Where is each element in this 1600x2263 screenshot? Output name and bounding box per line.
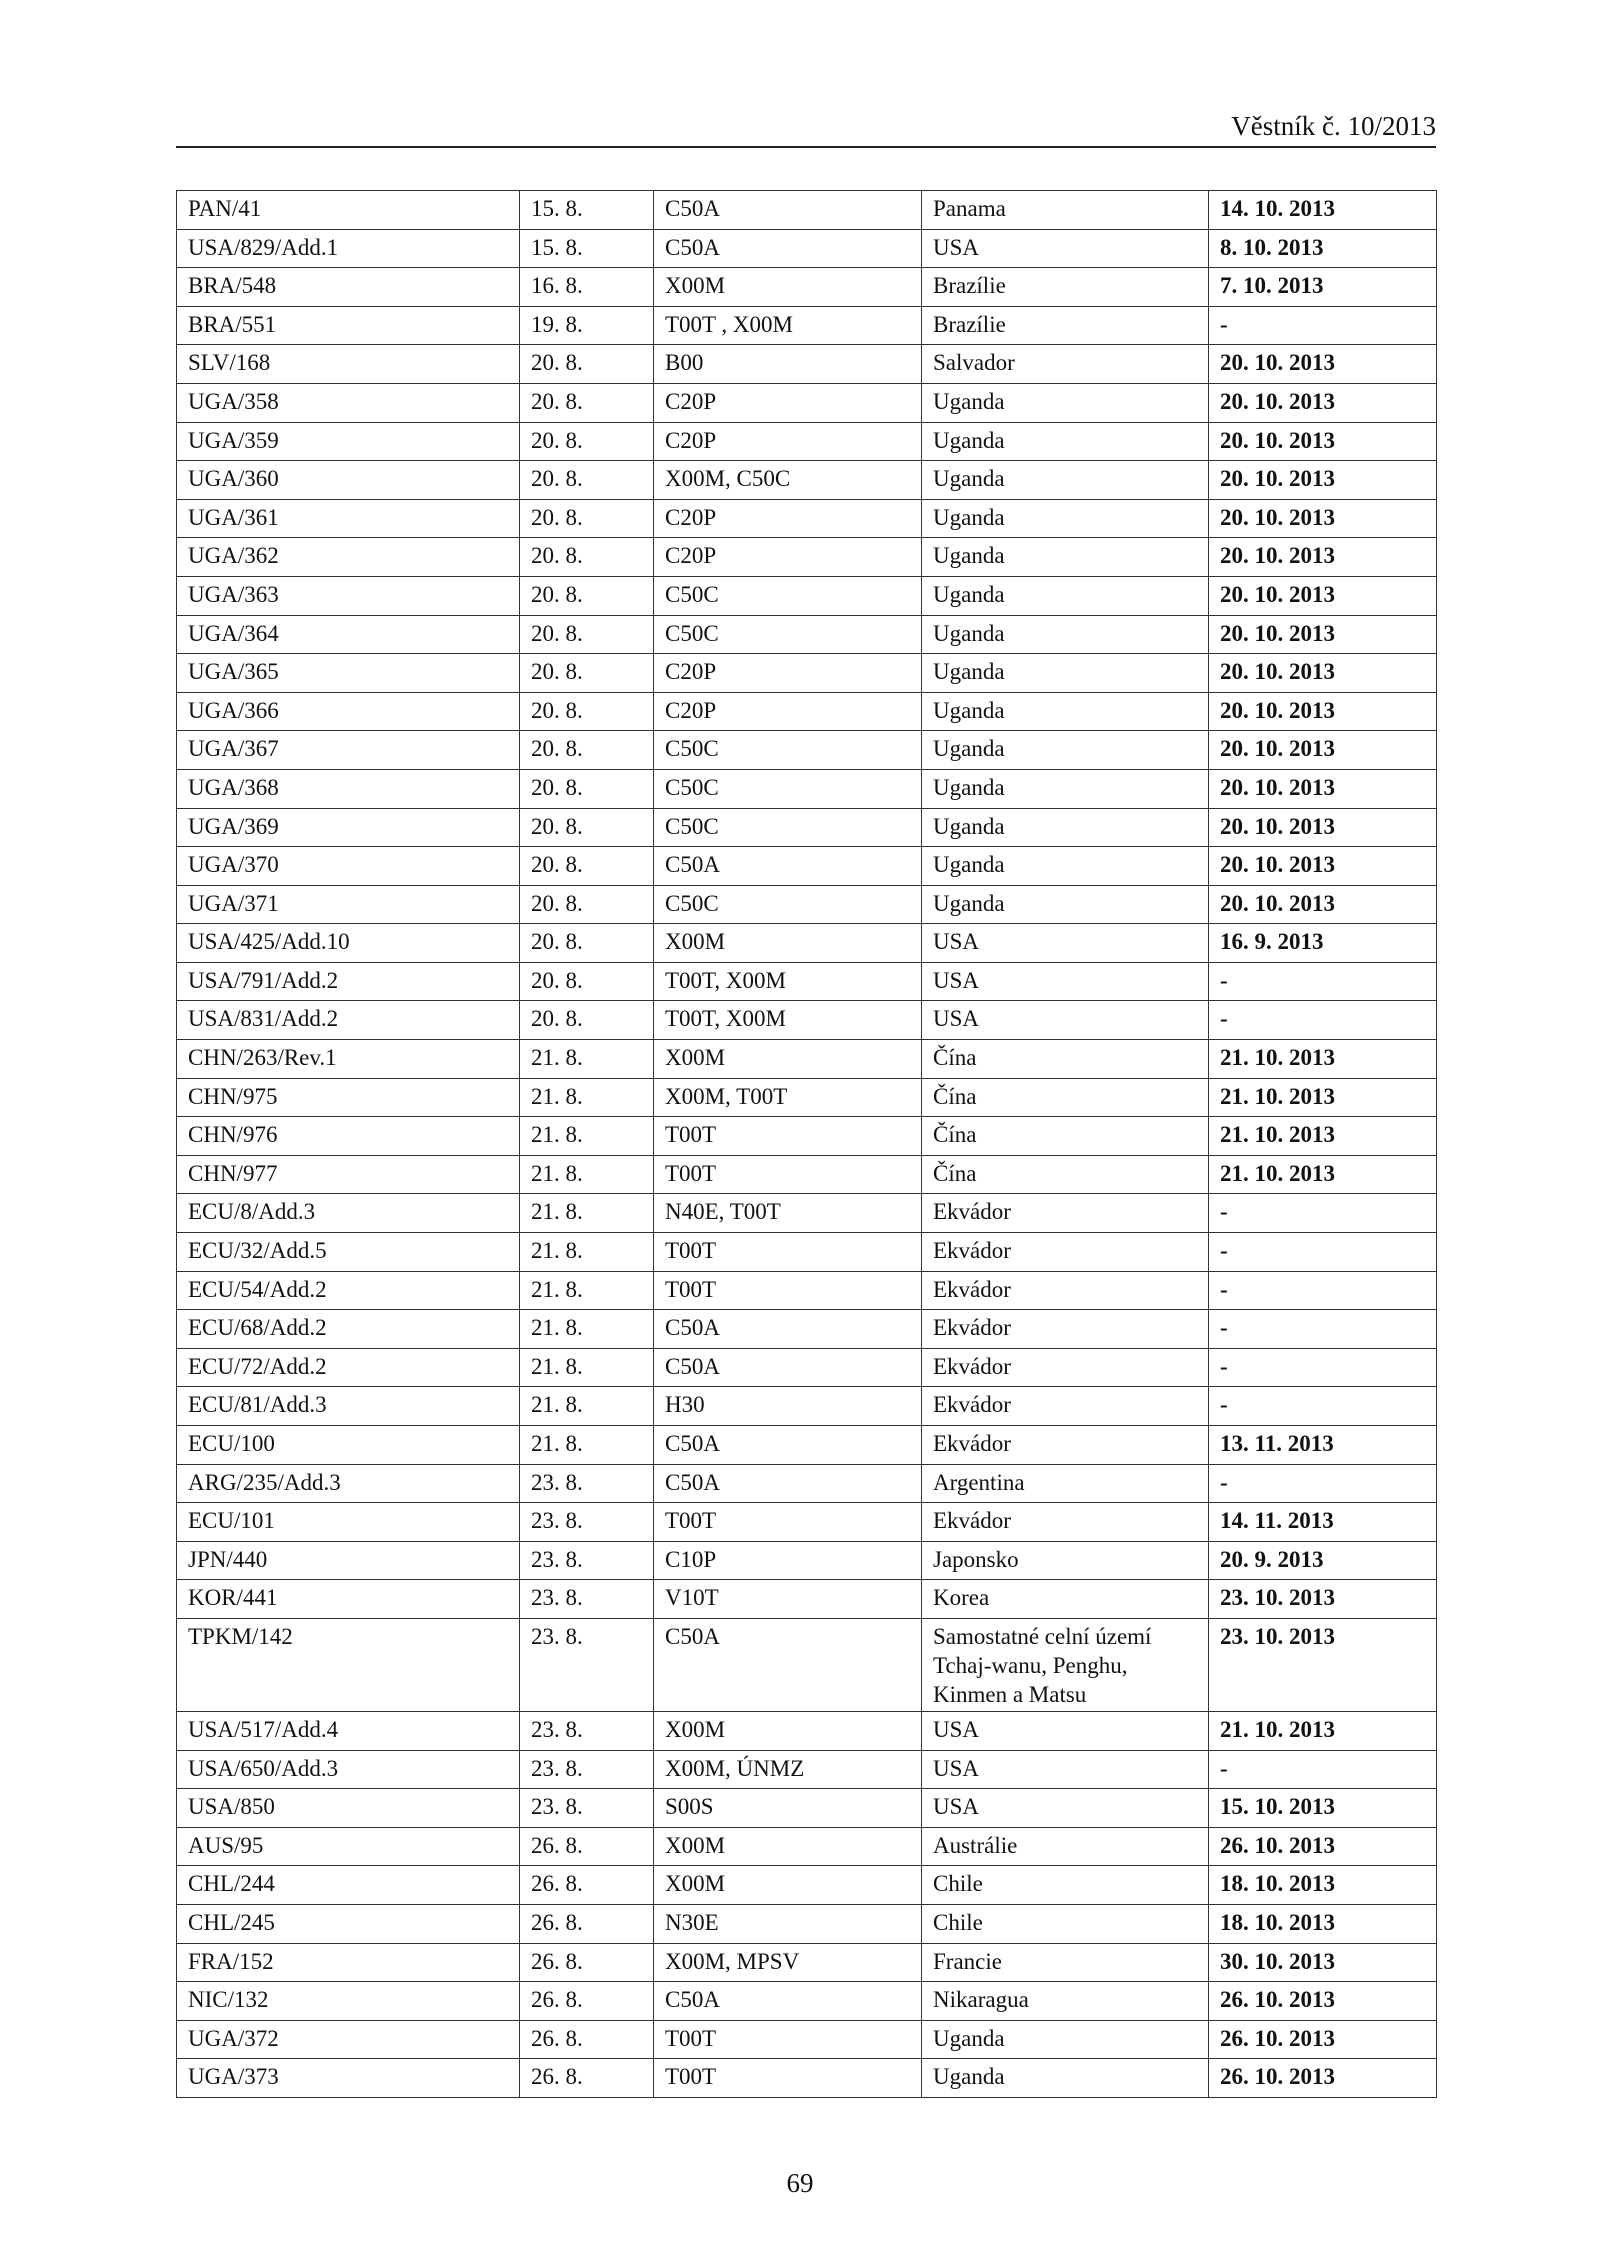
table-row [177, 885, 1437, 924]
category-code-cell: X00M [654, 1040, 922, 1079]
table-row [177, 1078, 1437, 1117]
document-id-cell: NIC/132 [177, 1982, 520, 2021]
category-code-cell: X00M [654, 1827, 922, 1866]
country-cell: Uganda [922, 654, 1209, 693]
table-row [177, 1387, 1437, 1426]
document-id-cell: ECU/81/Add.3 [177, 1387, 520, 1426]
document-id-cell: ECU/72/Add.2 [177, 1348, 520, 1387]
notification-date-cell: 23. 8. [520, 1711, 654, 1750]
notification-date-cell: 20. 8. [520, 654, 654, 693]
table-row [177, 2059, 1437, 2098]
table-row [177, 306, 1437, 345]
category-code-cell: X00M, MPSV [654, 1943, 922, 1982]
country-cell: Chile [922, 1866, 1209, 1905]
deadline-date-cell: 20. 10. 2013 [1209, 731, 1437, 770]
table-row [177, 191, 1437, 230]
table-row [177, 1943, 1437, 1982]
category-code-cell: X00M [654, 268, 922, 307]
deadline-date-cell: 20. 10. 2013 [1209, 847, 1437, 886]
deadline-date-cell: 13. 11. 2013 [1209, 1426, 1437, 1465]
document-id-cell: UGA/358 [177, 383, 520, 422]
category-code-cell: X00M [654, 1711, 922, 1750]
document-id-cell: UGA/366 [177, 692, 520, 731]
notification-date-cell: 21. 8. [520, 1078, 654, 1117]
country-cell: Ekvádor [922, 1194, 1209, 1233]
deadline-date-cell: 26. 10. 2013 [1209, 1827, 1437, 1866]
document-id-cell: JPN/440 [177, 1541, 520, 1580]
document-id-cell: UGA/368 [177, 769, 520, 808]
country-cell: Brazílie [922, 306, 1209, 345]
deadline-date-cell: 20. 10. 2013 [1209, 576, 1437, 615]
country-cell: Uganda [922, 422, 1209, 461]
notification-date-cell: 20. 8. [520, 615, 654, 654]
category-code-cell: C20P [654, 422, 922, 461]
table-row [177, 1117, 1437, 1156]
table-body [177, 191, 1437, 2098]
table-row [177, 924, 1437, 963]
category-code-cell: C50A [654, 1348, 922, 1387]
category-code-cell: C50A [654, 1426, 922, 1465]
deadline-date-cell: 26. 10. 2013 [1209, 2020, 1437, 2059]
country-cell: Argentina [922, 1464, 1209, 1503]
table-row [177, 1580, 1437, 1619]
notification-date-cell: 20. 8. [520, 538, 654, 577]
document-id-cell: CHN/976 [177, 1117, 520, 1156]
notification-date-cell: 15. 8. [520, 191, 654, 230]
country-cell: Salvador [922, 345, 1209, 384]
notification-date-cell: 20. 8. [520, 808, 654, 847]
notification-date-cell: 20. 8. [520, 576, 654, 615]
table-row [177, 268, 1437, 307]
deadline-date-cell: 20. 10. 2013 [1209, 422, 1437, 461]
document-id-cell: UGA/371 [177, 885, 520, 924]
country-cell: Ekvádor [922, 1426, 1209, 1465]
table-row [177, 2020, 1437, 2059]
deadline-date-cell: 20. 10. 2013 [1209, 383, 1437, 422]
notification-date-cell: 20. 8. [520, 885, 654, 924]
category-code-cell: X00M, C50C [654, 461, 922, 500]
table-row [177, 1426, 1437, 1465]
notification-date-cell: 26. 8. [520, 1904, 654, 1943]
category-code-cell: B00 [654, 345, 922, 384]
category-code-cell: C50A [654, 1618, 922, 1711]
notification-date-cell: 19. 8. [520, 306, 654, 345]
deadline-date-cell: 20. 10. 2013 [1209, 654, 1437, 693]
notification-date-cell: 21. 8. [520, 1155, 654, 1194]
notification-date-cell: 20. 8. [520, 345, 654, 384]
country-cell: USA [922, 1001, 1209, 1040]
country-cell: USA [922, 1750, 1209, 1789]
category-code-cell: X00M, T00T [654, 1078, 922, 1117]
deadline-date-cell: 26. 10. 2013 [1209, 2059, 1437, 2098]
category-code-cell: N30E [654, 1904, 922, 1943]
category-code-cell: C50C [654, 769, 922, 808]
country-cell: Uganda [922, 576, 1209, 615]
deadline-date-cell: - [1209, 1464, 1437, 1503]
deadline-date-cell: 20. 10. 2013 [1209, 615, 1437, 654]
deadline-date-cell: 20. 10. 2013 [1209, 769, 1437, 808]
notification-date-cell: 20. 8. [520, 499, 654, 538]
country-cell: Ekvádor [922, 1310, 1209, 1349]
deadline-date-cell: 20. 10. 2013 [1209, 345, 1437, 384]
notification-date-cell: 20. 8. [520, 383, 654, 422]
country-cell: Uganda [922, 2020, 1209, 2059]
deadline-date-cell: 21. 10. 2013 [1209, 1155, 1437, 1194]
notification-date-cell: 20. 8. [520, 461, 654, 500]
table-row [177, 1233, 1437, 1272]
category-code-cell: T00T, X00M [654, 1001, 922, 1040]
document-id-cell: USA/517/Add.4 [177, 1711, 520, 1750]
deadline-date-cell: - [1209, 1001, 1437, 1040]
document-id-cell: UGA/360 [177, 461, 520, 500]
document-id-cell: UGA/362 [177, 538, 520, 577]
category-code-cell: C20P [654, 538, 922, 577]
notification-date-cell: 21. 8. [520, 1426, 654, 1465]
notification-date-cell: 20. 8. [520, 422, 654, 461]
table-row [177, 615, 1437, 654]
country-cell: Uganda [922, 383, 1209, 422]
country-cell: Brazílie [922, 268, 1209, 307]
document-id-cell: UGA/365 [177, 654, 520, 693]
deadline-date-cell: 8. 10. 2013 [1209, 229, 1437, 268]
document-id-cell: ECU/100 [177, 1426, 520, 1465]
deadline-date-cell: 30. 10. 2013 [1209, 1943, 1437, 1982]
notification-date-cell: 26. 8. [520, 2059, 654, 2098]
deadline-date-cell: 20. 10. 2013 [1209, 885, 1437, 924]
deadline-date-cell: - [1209, 1387, 1437, 1426]
table-row [177, 1982, 1437, 2021]
deadline-date-cell: - [1209, 306, 1437, 345]
table-row [177, 1464, 1437, 1503]
document-id-cell: UGA/372 [177, 2020, 520, 2059]
deadline-date-cell: - [1209, 1194, 1437, 1233]
notification-date-cell: 20. 8. [520, 769, 654, 808]
category-code-cell: C20P [654, 499, 922, 538]
document-id-cell: PAN/41 [177, 191, 520, 230]
deadline-date-cell: 20. 10. 2013 [1209, 499, 1437, 538]
notification-date-cell: 23. 8. [520, 1541, 654, 1580]
country-cell: Čína [922, 1117, 1209, 1156]
notification-table [176, 190, 1437, 2098]
notification-date-cell: 20. 8. [520, 692, 654, 731]
country-cell: Ekvádor [922, 1271, 1209, 1310]
notification-date-cell: 21. 8. [520, 1233, 654, 1272]
country-cell: USA [922, 229, 1209, 268]
country-cell: USA [922, 1711, 1209, 1750]
category-code-cell: T00T [654, 1155, 922, 1194]
table-row [177, 422, 1437, 461]
category-code-cell: C50C [654, 576, 922, 615]
table-row [177, 538, 1437, 577]
country-cell: Ekvádor [922, 1233, 1209, 1272]
country-cell: Japonsko [922, 1541, 1209, 1580]
table-row [177, 461, 1437, 500]
deadline-date-cell: 15. 10. 2013 [1209, 1789, 1437, 1828]
category-code-cell: C50C [654, 615, 922, 654]
notification-date-cell: 23. 8. [520, 1464, 654, 1503]
document-id-cell: UGA/369 [177, 808, 520, 847]
category-code-cell: N40E, T00T [654, 1194, 922, 1233]
table-row [177, 692, 1437, 731]
table-row [177, 1904, 1437, 1943]
journal-title: Věstník č. 10/2013 [1231, 111, 1436, 141]
table-row [177, 383, 1437, 422]
country-cell: Čína [922, 1078, 1209, 1117]
country-cell: Čína [922, 1040, 1209, 1079]
deadline-date-cell: - [1209, 1233, 1437, 1272]
document-id-cell: USA/425/Add.10 [177, 924, 520, 963]
country-cell: Ekvádor [922, 1503, 1209, 1542]
deadline-date-cell: 14. 10. 2013 [1209, 191, 1437, 230]
document-id-cell: ECU/8/Add.3 [177, 1194, 520, 1233]
category-code-cell: C50C [654, 731, 922, 770]
deadline-date-cell: 7. 10. 2013 [1209, 268, 1437, 307]
category-code-cell: T00T [654, 2020, 922, 2059]
category-code-cell: C20P [654, 383, 922, 422]
country-cell: Uganda [922, 769, 1209, 808]
category-code-cell: T00T, X00M [654, 962, 922, 1001]
notification-date-cell: 15. 8. [520, 229, 654, 268]
deadline-date-cell: 23. 10. 2013 [1209, 1580, 1437, 1619]
deadline-date-cell: 21. 10. 2013 [1209, 1040, 1437, 1079]
table-row [177, 962, 1437, 1001]
document-id-cell: USA/850 [177, 1789, 520, 1828]
category-code-cell: V10T [654, 1580, 922, 1619]
notification-date-cell: 26. 8. [520, 1866, 654, 1905]
country-cell: Uganda [922, 885, 1209, 924]
table-row [177, 345, 1437, 384]
country-cell: Ekvádor [922, 1348, 1209, 1387]
notification-date-cell: 21. 8. [520, 1271, 654, 1310]
document-id-cell: CHL/244 [177, 1866, 520, 1905]
table-row [177, 1750, 1437, 1789]
notification-date-cell: 20. 8. [520, 924, 654, 963]
document-id-cell: BRA/548 [177, 268, 520, 307]
deadline-date-cell: 20. 9. 2013 [1209, 1541, 1437, 1580]
table-row [177, 1271, 1437, 1310]
country-cell: Uganda [922, 615, 1209, 654]
category-code-cell: C50A [654, 229, 922, 268]
deadline-date-cell: - [1209, 1750, 1437, 1789]
document-id-cell: BRA/551 [177, 306, 520, 345]
table-row [177, 1155, 1437, 1194]
document-id-cell: UGA/370 [177, 847, 520, 886]
table-row [177, 731, 1437, 770]
country-cell: Uganda [922, 499, 1209, 538]
notification-date-cell: 23. 8. [520, 1750, 654, 1789]
table-row [177, 1618, 1437, 1711]
deadline-date-cell: 21. 10. 2013 [1209, 1117, 1437, 1156]
country-cell: Uganda [922, 731, 1209, 770]
deadline-date-cell: 14. 11. 2013 [1209, 1503, 1437, 1542]
notification-date-cell: 21. 8. [520, 1117, 654, 1156]
table-row [177, 847, 1437, 886]
notification-date-cell: 20. 8. [520, 731, 654, 770]
category-code-cell: T00T , X00M [654, 306, 922, 345]
country-cell: USA [922, 1789, 1209, 1828]
document-id-cell: KOR/441 [177, 1580, 520, 1619]
document-id-cell: UGA/373 [177, 2059, 520, 2098]
country-cell: Uganda [922, 2059, 1209, 2098]
category-code-cell: C50C [654, 808, 922, 847]
table-row [177, 1541, 1437, 1580]
table-row [177, 1503, 1437, 1542]
deadline-date-cell: - [1209, 1348, 1437, 1387]
category-code-cell: X00M, ÚNMZ [654, 1750, 922, 1789]
country-cell: Uganda [922, 461, 1209, 500]
country-cell: Uganda [922, 692, 1209, 731]
notification-date-cell: 20. 8. [520, 847, 654, 886]
table-row [177, 576, 1437, 615]
document-id-cell: SLV/168 [177, 345, 520, 384]
table-row [177, 1194, 1437, 1233]
deadline-date-cell: 21. 10. 2013 [1209, 1078, 1437, 1117]
table-row [177, 1866, 1437, 1905]
document-id-cell: AUS/95 [177, 1827, 520, 1866]
deadline-date-cell: 20. 10. 2013 [1209, 461, 1437, 500]
notification-date-cell: 21. 8. [520, 1194, 654, 1233]
document-id-cell: ECU/68/Add.2 [177, 1310, 520, 1349]
notification-date-cell: 20. 8. [520, 1001, 654, 1040]
category-code-cell: X00M [654, 1866, 922, 1905]
notification-date-cell: 21. 8. [520, 1348, 654, 1387]
notification-date-cell: 23. 8. [520, 1618, 654, 1711]
country-cell: Nikaragua [922, 1982, 1209, 2021]
document-id-cell: ECU/54/Add.2 [177, 1271, 520, 1310]
category-code-cell: T00T [654, 1117, 922, 1156]
deadline-date-cell: - [1209, 1271, 1437, 1310]
document-id-cell: ECU/101 [177, 1503, 520, 1542]
category-code-cell: C50A [654, 1982, 922, 2021]
category-code-cell: T00T [654, 1233, 922, 1272]
table-row [177, 1827, 1437, 1866]
document-id-cell: USA/829/Add.1 [177, 229, 520, 268]
country-cell: Chile [922, 1904, 1209, 1943]
document-id-cell: FRA/152 [177, 1943, 520, 1982]
document-id-cell: CHN/975 [177, 1078, 520, 1117]
notification-date-cell: 26. 8. [520, 1827, 654, 1866]
document-id-cell: UGA/363 [177, 576, 520, 615]
category-code-cell: T00T [654, 1503, 922, 1542]
category-code-cell: C50A [654, 1310, 922, 1349]
deadline-date-cell: 18. 10. 2013 [1209, 1904, 1437, 1943]
country-cell: Čína [922, 1155, 1209, 1194]
deadline-date-cell: - [1209, 962, 1437, 1001]
category-code-cell: C20P [654, 692, 922, 731]
country-cell: Ekvádor [922, 1387, 1209, 1426]
category-code-cell: C20P [654, 654, 922, 693]
document-id-cell: USA/831/Add.2 [177, 1001, 520, 1040]
country-cell: Samostatné celní území Tchaj-wanu, Penghu, Kinmen a Matsu [922, 1618, 1209, 1711]
page-number: 69 [786, 2168, 814, 2198]
deadline-date-cell: 26. 10. 2013 [1209, 1982, 1437, 2021]
category-code-cell: C50A [654, 847, 922, 886]
country-cell: Uganda [922, 847, 1209, 886]
document-id-cell: TPKM/142 [177, 1618, 520, 1711]
country-cell: Austrálie [922, 1827, 1209, 1866]
category-code-cell: C10P [654, 1541, 922, 1580]
table-row [177, 1711, 1437, 1750]
table-row [177, 654, 1437, 693]
deadline-date-cell: 20. 10. 2013 [1209, 538, 1437, 577]
deadline-date-cell: 18. 10. 2013 [1209, 1866, 1437, 1905]
document-id-cell: CHN/977 [177, 1155, 520, 1194]
page-header [176, 110, 1436, 148]
category-code-cell: H30 [654, 1387, 922, 1426]
document-id-cell: USA/650/Add.3 [177, 1750, 520, 1789]
category-code-cell: C50A [654, 191, 922, 230]
document-id-cell: UGA/359 [177, 422, 520, 461]
country-cell: Panama [922, 191, 1209, 230]
category-code-cell: X00M [654, 924, 922, 963]
document-id-cell: CHL/245 [177, 1904, 520, 1943]
notification-date-cell: 23. 8. [520, 1580, 654, 1619]
country-cell: USA [922, 962, 1209, 1001]
category-code-cell: C50A [654, 1464, 922, 1503]
table-row [177, 769, 1437, 808]
deadline-date-cell: 16. 9. 2013 [1209, 924, 1437, 963]
document-id-cell: UGA/361 [177, 499, 520, 538]
country-cell: Uganda [922, 808, 1209, 847]
country-cell: Uganda [922, 538, 1209, 577]
notification-date-cell: 26. 8. [520, 2020, 654, 2059]
deadline-date-cell: 20. 10. 2013 [1209, 808, 1437, 847]
notification-date-cell: 21. 8. [520, 1387, 654, 1426]
deadline-date-cell: 23. 10. 2013 [1209, 1618, 1437, 1711]
table-row [177, 1348, 1437, 1387]
table-row [177, 1789, 1437, 1828]
country-cell: Korea [922, 1580, 1209, 1619]
document-id-cell: ECU/32/Add.5 [177, 1233, 520, 1272]
notification-date-cell: 26. 8. [520, 1982, 654, 2021]
category-code-cell: S00S [654, 1789, 922, 1828]
category-code-cell: T00T [654, 1271, 922, 1310]
document-id-cell: CHN/263/Rev.1 [177, 1040, 520, 1079]
table-row [177, 1310, 1437, 1349]
deadline-date-cell: 21. 10. 2013 [1209, 1711, 1437, 1750]
country-cell: USA [922, 924, 1209, 963]
document-id-cell: ARG/235/Add.3 [177, 1464, 520, 1503]
table-row [177, 499, 1437, 538]
document-id-cell: UGA/364 [177, 615, 520, 654]
document-id-cell: UGA/367 [177, 731, 520, 770]
country-cell: Francie [922, 1943, 1209, 1982]
category-code-cell: T00T [654, 2059, 922, 2098]
notification-date-cell: 21. 8. [520, 1310, 654, 1349]
document-id-cell: USA/791/Add.2 [177, 962, 520, 1001]
notification-date-cell: 26. 8. [520, 1943, 654, 1982]
notification-date-cell: 23. 8. [520, 1789, 654, 1828]
deadline-date-cell: - [1209, 1310, 1437, 1349]
table-row [177, 229, 1437, 268]
table-row [177, 1040, 1437, 1079]
notification-date-cell: 20. 8. [520, 962, 654, 1001]
notification-date-cell: 23. 8. [520, 1503, 654, 1542]
table-row [177, 808, 1437, 847]
deadline-date-cell: 20. 10. 2013 [1209, 692, 1437, 731]
notification-date-cell: 21. 8. [520, 1040, 654, 1079]
table-row [177, 1001, 1437, 1040]
notification-date-cell: 16. 8. [520, 268, 654, 307]
category-code-cell: C50C [654, 885, 922, 924]
